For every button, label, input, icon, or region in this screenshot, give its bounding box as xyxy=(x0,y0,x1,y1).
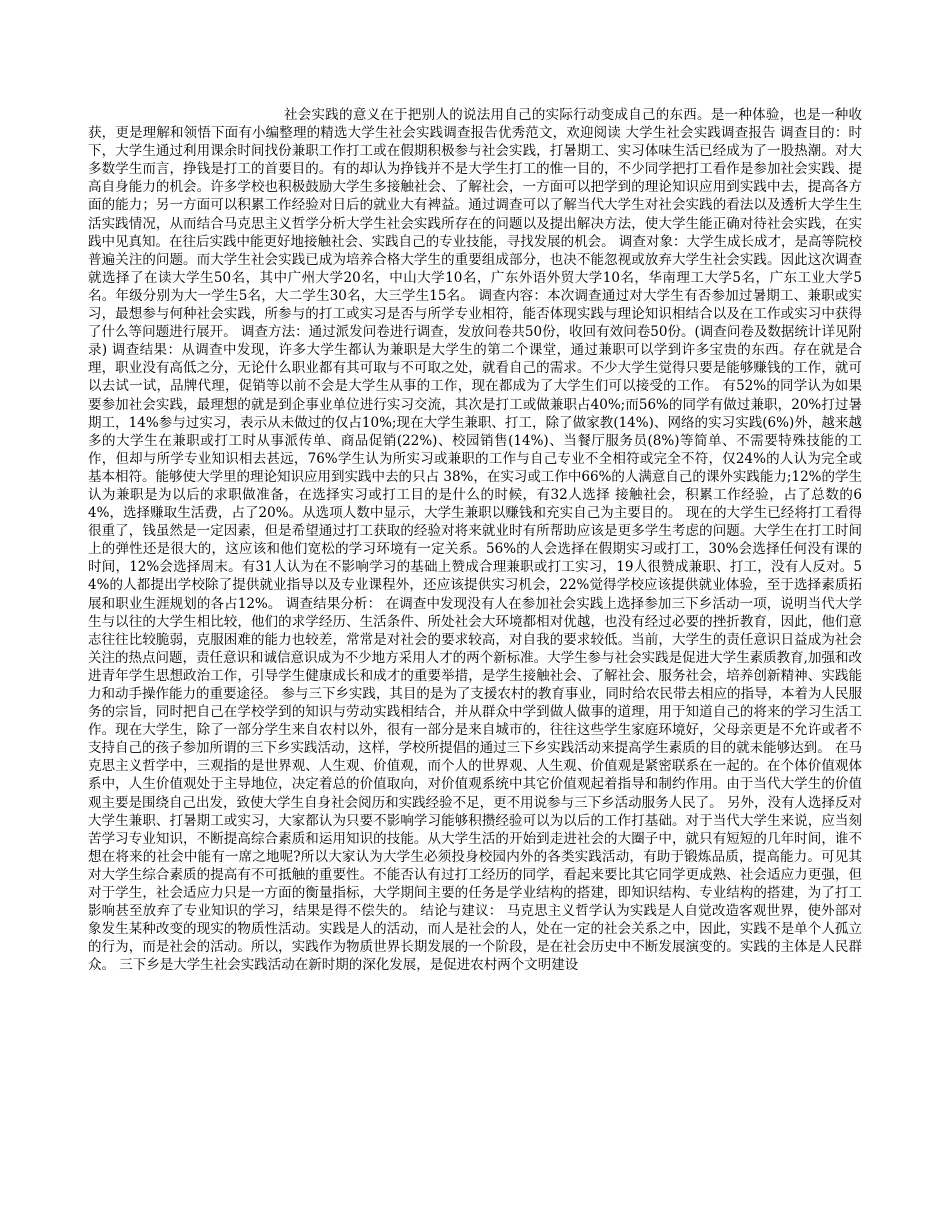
document-body xyxy=(88,106,862,975)
body-paragraph: 社会实践的意义在于把别人的说法用自己的实际行动变成自己的东西。是一种体验，也是一种收获，更是理解和领悟下面有小编整理的精选大学生社会实践调查报告优秀范文，欢迎阅读 大学生社会实践调查报告 调查目的：时下，大学生通过利用课余时间找份兼职工作打工或在假期积极参与社会实践，打暑期工、实习体味生活已经成为了一股热潮。对大多数学生而言，挣钱是打工的首要目的。有的却认为挣钱并不是大学生打工的惟一目的，不少同学把打工看作是参加社会实践、提高自身能力的机会。许多学校也积极鼓励大学生多接触社会、了解社会，一方面可以把学到的理论知识应用到实践中去，提高各方面的能力；另一方面可以积累工作经验对日后的就业大有裨益。通过调查可以了解当代大学生对社会实践的看法以及透析大学生生活实践情况，从而结合马克思主义哲学分析大学生社会实践所存在的问题以及提出解决方法，使大学生能正确对待社会实践，在实践中见真知。在往后实践中能更好地接触社会、实践自己的专业技能，寻找发展的机会。 调查对象：大学生成长成才，是高等院校普遍关注的问题。而大学生社会实践已成为培养合格大学生的重要组成部分，也决不能忽视或放弃大学生社会实践。因此这次调查就选择了在读大学生50名，其中广州大学20名，中山大学10名，广东外语外贸大学10名，华南理工大学5名，广东工业大学5名。年级分别为大一学生5名，大二学生30名，大三学生15名。 调查内容：本次调查通过对大学生有否参加过暑期工、兼职或实习，最想参与何种社会实践，所参与的打工或实习是否与所学专业相符，能否体现实践与理论知识相结合以及在工作或实习中获得了什么等问题进行展开。 调查方法：通过派发问卷进行调查，发放问卷共50份，收回有效问卷50份。(调查问卷及数据统计详见附录) 调查结果：从调查中发现，许多大学生都认为兼职是大学生的第二个课堂，通过兼职可以学到许多宝贵的东西。存在就是合理，职业没有高低之分，无论什么职业都有其可取与不可取之处，就看自己的需求。不少大学生觉得只要是能够赚钱的工作，就可以去试一试，品牌代理，促销等以前不会是大学生从事的工作，现在都成为了大学生们可以接受的工作。 有52%的同学认为如果要参加社会实践，最理想的就是到企事业单位进行实习交流，其次是打工或做兼职占40%;而56%的同学有做过兼职，20%打过暑期工，14%参与过实习，表示从未做过的仅占10%;现在大学生兼职、打工，除了做家教(14%)、网络的实习实践(6%)外，越来越多的大学生在兼职或打工时从事派传单、商品促销(22%)、校园销售(14%)、当餐厅服务员(8%)等简单、不需要特殊技能的工作，但却与所学专业知识相去甚远，76%学生认为所实习或兼职的工作与自己专业不全相符或完全不符，仅24%的人认为完全或基本相符。能够使大学里的理论知识应用到实践中去的只占 38%，在实习或工作中66%的人满意自己的课外实践能力;12%的学生认为兼职是为以后的求职做准备，在选择实习或打工目的是什么的时候，有32人选择 接触社会，积累工作经验，占了总数的64%，选择赚取生活费，占了20%。从选项人数中显示，大学生兼职以赚钱和充实自己为主要目的。 现在的大学生已经将打工看得很重了，钱虽然是一定因素，但是希望通过打工获取的经验对将来就业时有所帮助应该是更多学生考虑的问题。大学生在打工时间上的弹性还是很大的，这应该和他们宽松的学习环境有一定关系。56%的人会选择在假期实习或打工，30%会选择任何没有课的时间，12%会选择周末。有31人认为在不影响学习的基础上赞成合理兼职或打工实习，19人很赞成兼职、打工，没有人反对。54%的人都提出学校除了提供就业指导以及专业课程外，还应该提供实习机会，22%觉得学校应该提供就业体验，至于选择素质拓展和职业生涯规划的各占12%。 调查结果分析： 在调查中发现没有人在参加社会实践上选择参加三下乡活动一项，说明当代大学生与以往的大学生相比较，他们的求学经历、生活条件、所处社会大环境都相对优越，也没有经过必要的挫折教育，因此，他们意志往往比较脆弱，克服困难的能力也较差，常常是对社会的要求较高，对自我的要求较低。当前，大学生的责任意识日益成为社会关注的热点问题，责任意识和诚信意识成为不少地方采用人才的两个新标准。大学生参与社会实践是促进大学生素质教育,加强和改进青年学生思想政治工作，引导学生健康成长和成才的重要举措，是学生接触社会、了解社会、服务社会，培养创新精神、实践能力和动手操作能力的重要途径。 参与三下乡实践，其目的是为了支援农村的教育事业，同时给农民带去相应的指导，本着为人民服务的宗旨，同时把自己在学校学到的知识与劳动实践相结合，并从群众中学到做人做事的道理，用于知道自己的将来的学习生活工作。现在大学生，除了一部分学生来自农村以外，很有一部分是来自城市的，往往这些学生家庭环境好，父母亲更是不允许或者不支持自己的孩子参加所谓的三下乡实践活动，这样，学校所提倡的通过三下乡实践活动来提高学生素质的目的就未能够达到。 在马克思主义哲学中，三观指的是世界观、人生观、价值观，而个人的世界观、人生观、价值观是紧密联系在一起的。在个体价值观体系中，人生价值观处于主导地位，决定着总的价值取向，对价值观系统中其它价值观起着指导和制约作用。由于当代大学生的价值观主要是围绕自己出发，致使大学生自身社会阅历和实践经验不足，更不用说参与三下乡活动服务人民了。 另外，没有人选择反对大学生兼职、打暑期工或实习，大家都认为只要不影响学习能够积攒经验可以为以后的工作打基础。对于当代大学生来说，应当刻苦学习专业知识，不断提高综合素质和运用知识的技能。从大学生活的开始到走进社会的大圈子中，就只有短短的几年时间，谁不想在将来的社会中能有一席之地呢?所以大家认为大学生必须投身校园内外的各类实践活动，有助于锻炼品质，提高能力。可见其对大学生综合素质的提高有不可抵触的重要性。不能否认有过打工经历的同学，看起来要比其它同学更成熟、社会适应力更强，但对于学生，社会适应力只是一方面的衡量指标，大学期间主要的任务是学业结构的搭建，即知识结构、专业结构的搭建，为了打工影响甚至放弃了专业知识的学习，结果是得不偿失的。 结论与建议： 马克思主义哲学认为实践是人自觉改造客观世界，使外部对象发生某种改变的现实的物质性活动。实践是人的活动，而人是社会的人，处在一定的社会关系之中，因此，实践不是单个人孤立的行为，而是社会的活动。所以，实践作为物质世界长期发展的一个阶段，是在社会历史中不断发展演变的。实践的主体是人民群众。 三下乡是大学生社会实践活动在新时期的深化发展，是促进农村两个文明建设 xyxy=(88,107,862,974)
